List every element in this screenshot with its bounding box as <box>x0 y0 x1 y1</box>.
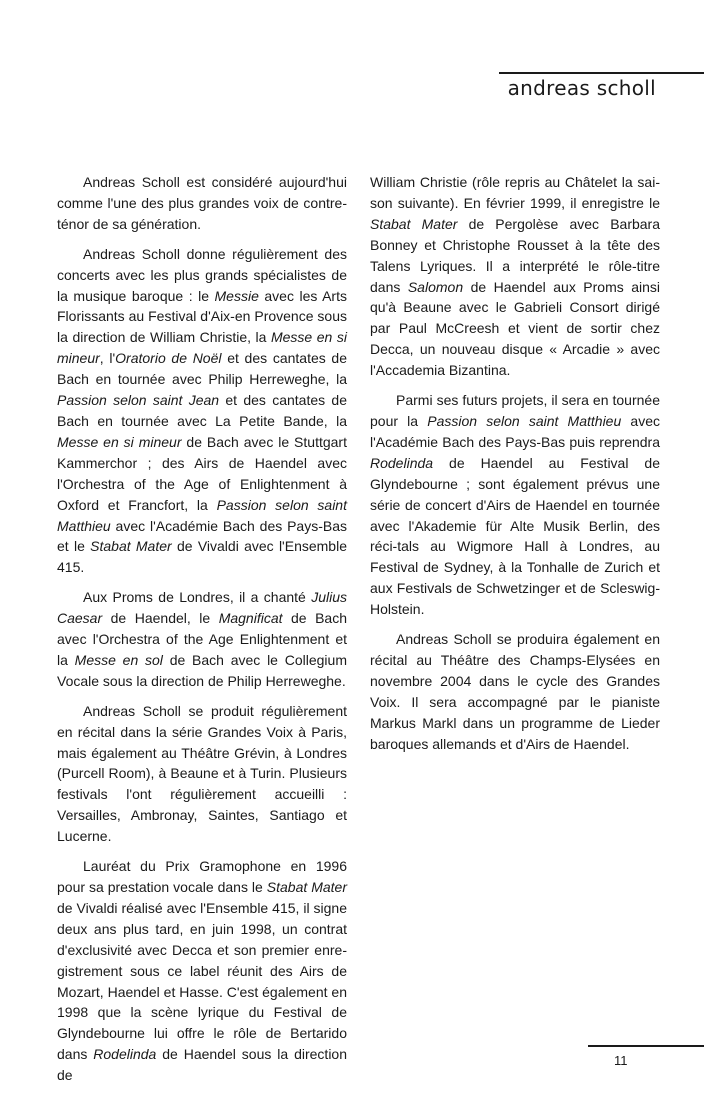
text-column-left <box>57 172 347 1095</box>
italic-title: Passion selon saint Matthieu <box>427 412 622 429</box>
text-run: Parmi ses futurs projets, il sera en tournée pour la <box>370 392 660 429</box>
italic-title: Oratorio de Noël <box>115 350 222 367</box>
text-run: Andreas Scholl se produira également en récital au Théâtre des Champs-Elysées en novembre 2004 dans le cycle des Grandes Voix. Il sera accompagné par le pianiste Markus Markl dans un programme de Lieder baroques allemands et d'Airs de Haendel. <box>370 631 660 752</box>
text-column-right <box>370 172 660 763</box>
paragraph <box>370 172 660 381</box>
text-run: avec l'Académie Bach des Pays-Bas puis reprendra <box>370 412 660 450</box>
text-run: de Vivaldi réalisé avec l'Ensemble 415, il signe deux ans plus tard, en juin 1998, un contrat d'exclusivité avec Decca et son premier enre-gistrement sous ce label réunit des Airs de Mozart, Haendel et Hasse. C'est également en 1998 que la scène lyrique du Festival de Glyndebourne lui offre le rôle de Bertarido dans <box>57 899 347 1063</box>
italic-title: Rodelinda <box>370 454 434 471</box>
text-run: de Haendel au Festival de Glyndebourne ; sont également prévus une série de concert d'Airs de Haendel en tournée avec l'Akademie für Alte Musik Berlin, des réci-tals au Wigmore Hall à Londres, au Festival de Sydney, à la Tonhalle de Zurich et aux Festivals de Schwetzinger et de Scleswig-Holstein. <box>370 454 660 618</box>
text-run: Andreas Scholl se produit régulièrement en récital dans la série Grandes Voix à Paris, mais également au Théâtre Grévin, à Londres (Purcell Room), à Beaune et à Turin. Plusieurs festivals l'ont régulièrement accueilli : Versailles, Ambronay, Saintes, Santiago et Lucerne. <box>57 702 347 845</box>
text-run: de Bach avec l'Orchestra of the Age Enlightenment et la <box>57 610 347 668</box>
text-run: de Bach avec le Stuttgart Kammerchor ; des Airs de Haendel avec l'Orchestra of the Age of Enlightenment à Oxford et Francfort, la <box>57 433 347 513</box>
italic-title: Passion selon saint Jean <box>57 392 220 409</box>
header-rule <box>499 72 704 74</box>
paragraph <box>370 629 660 754</box>
italic-title: Messe en sol <box>74 651 163 668</box>
italic-title: Julius Caesar <box>57 589 347 627</box>
italic-title: Rodelinda <box>93 1046 157 1063</box>
paragraph <box>57 587 347 692</box>
text-run: de Bach avec le Collegium Vocale sous la direction de Philip Herreweghe. <box>57 651 347 689</box>
paragraph <box>57 244 347 579</box>
text-run: Andreas Scholl est considéré aujourd'hui comme l'une des plus grandes voix de contre-ténor de sa génération. <box>57 174 347 232</box>
text-run: Aux Proms de Londres, il a chanté <box>83 589 312 606</box>
paragraph <box>57 701 347 847</box>
text-run: avec les Arts Florissants au Festival d'Aix-en Provence sous la direction de William Christie, la <box>57 287 347 346</box>
text-run: Lauréat du Prix Gramophone en 1996 pour sa prestation vocale dans le <box>57 858 347 895</box>
italic-title: Magnificat <box>218 610 283 627</box>
italic-title: Salomon <box>407 278 464 295</box>
text-run: avec l'Académie Bach des Pays-Bas et le <box>57 517 347 555</box>
paragraph <box>57 856 347 1086</box>
italic-title: Messie <box>214 287 259 304</box>
text-run: William Christie (rôle repris au Châtelet la sai-son suivante). En février 1999, il enregistre le <box>370 174 660 211</box>
paragraph <box>57 172 347 235</box>
text-run: de Haendel aux Proms ainsi qu'à Beaune avec le Gabrieli Consort dirigé par Paul McCreesh et vient de sortir chez Decca, un nouveau disque « Arcadie » avec l'Accademia Bizantina. <box>370 278 660 379</box>
italic-title: Messe en si mineur <box>57 433 182 450</box>
text-run: et des cantates de Bach en tournée avec La Petite Bande, la <box>57 392 348 429</box>
text-run: , l' <box>99 350 116 367</box>
page-header-title: andreas scholl <box>507 76 656 100</box>
text-run: de Vivaldi avec l'Ensemble 415. <box>57 538 347 576</box>
italic-title: Stabat Mater <box>90 538 172 555</box>
italic-title: Passion selon saint Matthieu <box>57 496 347 534</box>
text-run: et des cantates de Bach en tournée avec Philip Herreweghe, la <box>57 350 348 388</box>
italic-title: Stabat Mater <box>370 215 458 232</box>
paragraph <box>370 390 660 620</box>
italic-title: Messe en si mineur <box>57 329 347 367</box>
footer-rule <box>588 1045 704 1047</box>
page-number: 11 <box>614 1053 628 1068</box>
text-run: de Haendel, le <box>102 610 219 627</box>
italic-title: Stabat Mater <box>266 879 348 895</box>
text-run: de Pergolèse avec Barbara Bonney et Christophe Rousset à la tête des Talens Lyriques. Il a interprété le rôle-titre dans <box>370 215 660 295</box>
text-run: Andreas Scholl donne régulièrement des concerts avec les plus grands spécialistes de la musique baroque : le <box>57 245 347 304</box>
text-run: de Haendel sous la direction de <box>57 1046 348 1084</box>
